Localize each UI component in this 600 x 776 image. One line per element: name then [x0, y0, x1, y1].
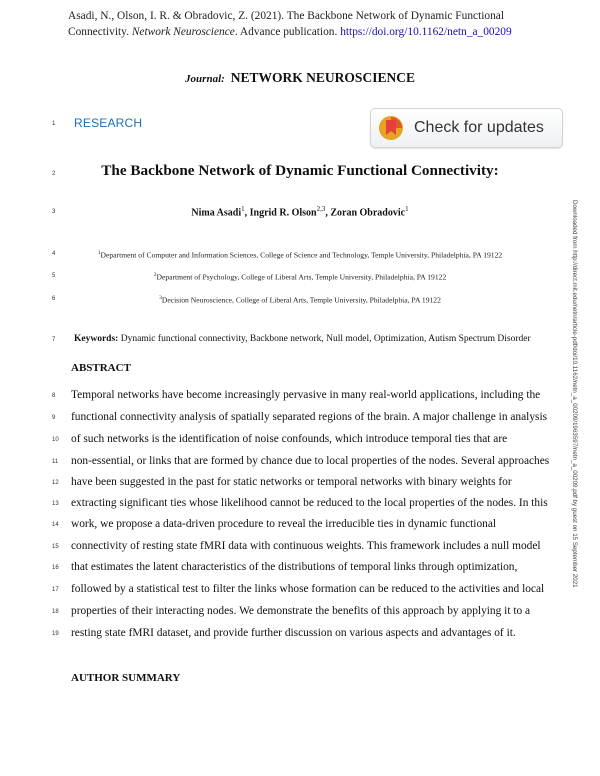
abstract-line: Temporal networks have become increasingly pervasive in many real-world applications, including the	[71, 389, 541, 401]
abstract-line: properties of their interacting nodes. We demonstrate the benefits of this approach by applying it to a	[71, 605, 531, 617]
line-number: 1	[52, 121, 56, 127]
journal-name: NETWORK NEUROSCIENCE	[230, 70, 415, 85]
check-for-updates-button[interactable]	[370, 108, 563, 148]
journal-header	[0, 70, 600, 86]
author-name: Nima Asadi	[191, 207, 242, 219]
abstract-line: connectivity of resting state fMRI data with continuous weights. This framework includes a null model	[71, 540, 541, 552]
abstract-heading: ABSTRACT	[71, 362, 131, 374]
author-name: Ingrid R. Olson	[249, 207, 317, 219]
abstract-line: work, we propose a data-driven procedure to reveal the irreducible ties in dynamic functional	[71, 518, 497, 530]
line-number: 3	[52, 209, 56, 215]
affiliation-3: $^3$Decision Neuroscience, College of Liberal Arts, Temple University, Philadelphia, PA 19122	[159, 295, 441, 305]
line-number: 16	[52, 565, 59, 571]
abstract-line: have been suggested in the past for static networks or temporal networks with binary weights for	[71, 476, 512, 488]
author-summary-heading: AUTHOR SUMMARY	[71, 672, 181, 684]
journal-label: Journal:	[185, 73, 225, 85]
line-number: 13	[52, 501, 59, 507]
citation-block	[68, 8, 548, 40]
check-updates-bookmark-icon	[377, 114, 405, 142]
line-number: 17	[52, 587, 59, 593]
citation-journal-name: Network Neuroscience	[131, 26, 235, 38]
citation-line-2: Connectivity. Network Neuroscience. Advance publication. https://doi.org/10.1162/netn_a_00209	[68, 26, 512, 38]
keywords	[74, 334, 531, 344]
abstract-line: that estimates the latent characteristics of the distributions of temporal links through optimization,	[71, 561, 518, 573]
abstract-line: non-essential, or links that are formed by chance due to local properties of the nodes. Several approaches	[71, 455, 550, 467]
line-number: 4	[52, 251, 56, 257]
author-list: Nima Asadi$^1$, Ingrid R. Olson$^{2,3}$, Zoran Obradovic$^1$	[191, 205, 409, 219]
abstract-line: extracting significant ties whose likelihood cannot be reduced to the local properties of the nodes. In this	[71, 497, 548, 509]
line-number: 9	[52, 415, 56, 421]
author-name: Zoran Obradovic	[330, 207, 406, 219]
abstract-line: resting state fMRI dataset, and provide further discussion on various aspects and advantages of it.	[71, 627, 516, 639]
section-label: RESEARCH	[74, 116, 143, 130]
affiliation-1: $^1$Department of Computer and Information Sciences, College of Science and Technology, Temple University, Philadelphia, PA 19122	[97, 250, 503, 260]
line-number: 8	[52, 393, 56, 399]
line-number: 12	[52, 480, 59, 486]
keywords-text: Dynamic functional connectivity, Backbone network, Null model, Optimization, Autism Spectrum Disorder	[120, 334, 531, 344]
line-number: 14	[52, 522, 59, 528]
abstract-line: followed by a statistical test to filter the links whose formation can be reduced to the activities and local	[71, 583, 545, 595]
line-number: 10	[52, 437, 59, 443]
download-watermark-text: Downloaded from http://direct.mit.edu/netn/article-pdf/doi/10.1162/netn_a_00209/1963597/netn_a_00209.pdf by guest on 15 September 2021	[571, 200, 578, 588]
line-number: 15	[52, 544, 59, 550]
line-number: 5	[52, 273, 56, 279]
paper-title: The Backbone Network of Dynamic Functional Connectivity:	[101, 162, 499, 179]
abstract-line: functional connectivity analysis of spatially separated regions of the brain. A major challenge in analysis	[71, 411, 548, 423]
abstract-line: of such networks is the identification of noise confounds, which introduce temporal ties that are	[71, 433, 508, 445]
line-number: 2	[52, 171, 56, 177]
affiliation-2: $^2$Department of Psychology, College of Liberal Arts, Temple University, Philadelphia, PA 19122	[153, 272, 447, 282]
line-number: 18	[52, 609, 59, 615]
line-number: 7	[52, 337, 56, 343]
keywords-label: Keywords:	[74, 334, 119, 344]
line-number: 6	[52, 296, 56, 302]
check-updates-label: Check for updates	[414, 119, 544, 136]
doi-link[interactable]: https://doi.org/10.1162/netn_a_00209	[340, 26, 512, 38]
download-watermark	[569, 200, 579, 588]
line-number: 19	[52, 631, 59, 637]
line-number: 11	[52, 459, 59, 465]
citation-line-1: Asadi, N., Olson, I. R. & Obradovic, Z. (2021). The Backbone Network of Dynamic Functional	[68, 10, 505, 22]
